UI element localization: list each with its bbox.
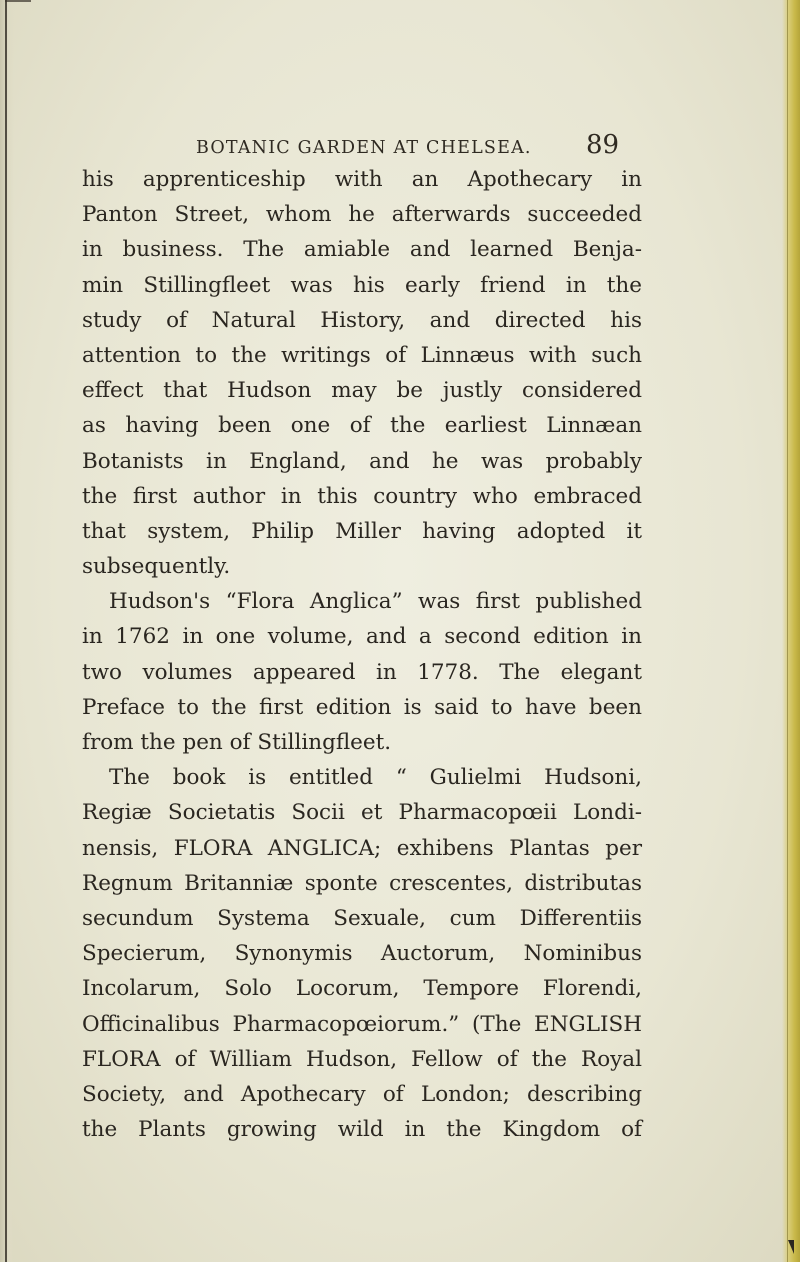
text-line: The book is entitled “ Gulielmi Hudsoni, bbox=[109, 765, 642, 791]
text-line: FLORA of William Hudson, Fellow of the Royal bbox=[82, 1046, 642, 1072]
text-line: as having been one of the earliest Linnæan bbox=[82, 413, 642, 439]
page-edge-line bbox=[787, 0, 788, 1262]
text-line: nensis, FLORA ANGLICA; exhibens Plantas per bbox=[82, 835, 642, 861]
text-line: Preface to the first edition is said to have been bbox=[82, 694, 642, 720]
text-line: the first author in this country who embraced bbox=[82, 483, 642, 509]
text-line: two volumes appeared in 1778. The elegant bbox=[82, 659, 642, 685]
text-line: Panton Street, whom he afterwards succeeded bbox=[82, 202, 642, 228]
text-line: his apprenticeship with an Apothecary in bbox=[82, 167, 642, 192]
text-line: Hudson's “Flora Anglica” was first published bbox=[109, 589, 642, 615]
text-line: Society, and Apothecary of London; describing bbox=[82, 1081, 642, 1107]
text-line: study of Natural History, and directed his bbox=[82, 307, 642, 333]
page-number: 89 bbox=[586, 130, 620, 160]
text-line: min Stillingfleet was his early friend in the bbox=[82, 272, 642, 298]
text-line: Incolarum, Solo Locorum, Tempore Florendi, bbox=[82, 976, 642, 1002]
text-line: that system, Philip Miller having adopted it bbox=[82, 518, 642, 544]
running-head: BOTANIC GARDEN AT CHELSEA. bbox=[196, 138, 532, 158]
text-line: in 1762 in one volume, and a second edition in bbox=[82, 624, 642, 650]
body-text bbox=[82, 162, 642, 1147]
text-line: the Plants growing wild in the Kingdom of bbox=[82, 1117, 642, 1143]
text-line: Specierum, Synonymis Auctorum, Nominibus bbox=[82, 941, 642, 967]
text-line: Regiæ Societatis Socii et Pharmacopœii Londi- bbox=[82, 800, 642, 826]
text-line: subsequently. bbox=[82, 554, 231, 580]
binding-gutter bbox=[0, 0, 14, 1262]
text-line: secundum Systema Sexuale, cum Differentiis bbox=[82, 905, 642, 931]
binding-edge-line bbox=[5, 0, 7, 1262]
text-line: Botanists in England, and he was probably bbox=[82, 448, 642, 474]
text-line: from the pen of Stillingfleet. bbox=[82, 730, 392, 755]
text-line: in business. The amiable and learned Benja- bbox=[82, 237, 642, 263]
text-line: effect that Hudson may be justly considered bbox=[82, 378, 642, 404]
text-line: Officinalibus Pharmacopœiorum.” (The ENGLISH bbox=[82, 1011, 642, 1037]
page-edge bbox=[782, 0, 800, 1262]
text-line: attention to the writings of Linnæus with such bbox=[82, 342, 642, 368]
text-line: Regnum Britanniæ sponte crescentes, distributas bbox=[82, 870, 642, 896]
corner-rule bbox=[5, 0, 31, 2]
corner-mark bbox=[788, 1240, 794, 1254]
